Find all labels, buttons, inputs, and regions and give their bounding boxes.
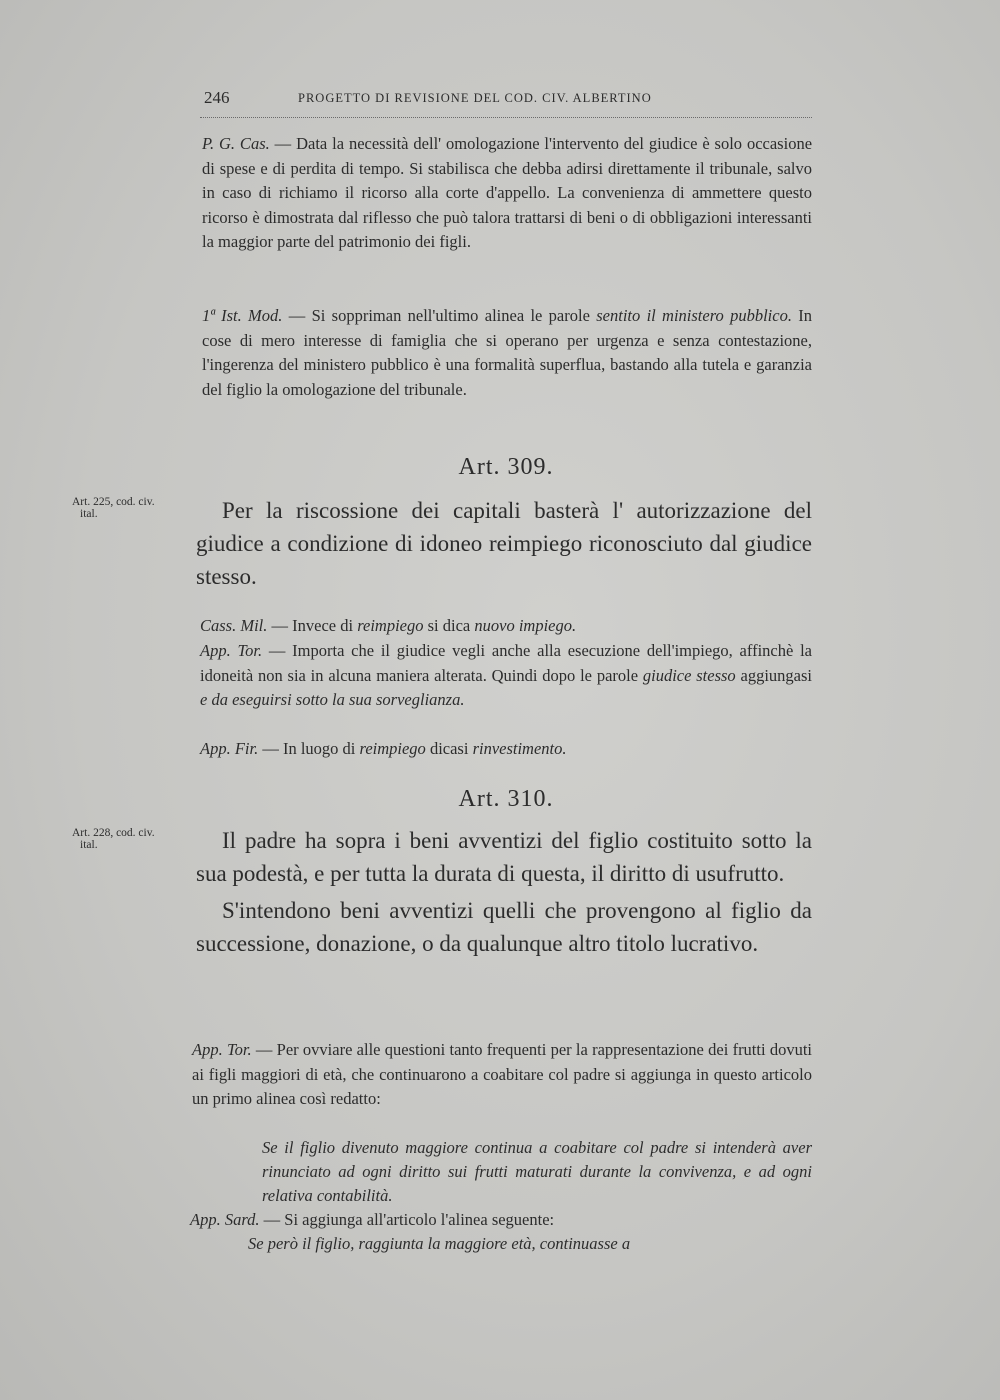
note-text: — Invece di (271, 616, 354, 635)
page-header (200, 88, 812, 110)
note-text: In cose di mero interesse di famiglia che si operano per urgenza e senza contestazione, l'ingerenza del ministero pubblico è una formalità superflua, bastando alla tutela e garanzia del figlio la omologazione del tribunale. (202, 306, 813, 399)
note-text: — Si soppriman nell'ultimo alinea le parole (288, 306, 590, 325)
note-italic: reimpiego (359, 739, 426, 758)
note-italic: sentito il ministero pubblico. (596, 306, 792, 325)
note-app-tor-310 (192, 1038, 812, 1112)
margin-ref-line: Art. 228, cod. civ. (72, 827, 155, 839)
article-paragraph: Per la riscossione dei capitali basterà l' autorizzazione del giudice a condizione di idoneo reimpiego riconosciuto dal giudice stesso. (196, 498, 812, 589)
note-pg-cas (202, 132, 812, 255)
page-number: 246 (204, 88, 230, 107)
article-body-309 (196, 494, 812, 593)
margin-ref-line: Art. 225, cod. civ. (72, 496, 155, 508)
note-app-sard (190, 1208, 812, 1233)
note-source: App. Tor. (200, 641, 263, 660)
note-cass-mil (200, 614, 812, 639)
margin-ref-line: ital. (80, 508, 98, 520)
article-title-309: Art. 309. (458, 454, 554, 480)
margin-reference-309 (72, 496, 192, 520)
margin-ref-line: ital. (80, 839, 98, 851)
note-text: — Importa che il giudice vegli anche alla esecuzione dell'impiego, affinchè la idoneità non sia in alcuna maniera alterata. Quindi dopo le parole (200, 641, 812, 685)
header-rule (200, 117, 812, 118)
proposed-alinea-quote-sard: Se però il figlio, raggiunta la maggiore età, continuasse a (248, 1234, 631, 1253)
note-italic: e da eseguirsi sotto la sua sorveglianza. (200, 690, 465, 709)
note-text: — Si aggiunga all'articolo l'alinea seguente: (263, 1210, 555, 1229)
note-italic: rinvestimento. (472, 739, 567, 758)
note-text: aggiungasi (740, 665, 813, 685)
note-ist-mod (202, 304, 812, 402)
note-source: Cass. Mil. (200, 616, 268, 635)
note-text: — Data la necessità dell' omologazione l'intervento del giudice è solo occasione di spese e di perdita di tempo. Si stabilisca che debba adirsi direttamente il tribunale, salvo in caso di richiamo il ricorso alla corte d'appello. La convenienza di ammettere questo ricorso è dimostrata dal riflesso che può talora trattarsi di beni o di obbligazioni interessanti la maggior parte del patrimonio dei figli. (202, 134, 813, 251)
running-head: PROGETTO DI REVISIONE DEL COD. CIV. ALBERTINO (298, 91, 652, 105)
note-app-fir (200, 737, 812, 762)
article-body-310 (196, 824, 812, 960)
note-source: App. Tor. (192, 1040, 252, 1059)
note-text: — Per ovviare alle questioni tanto frequenti per la rappresentazione dei frutti dovuti ai figli maggiori di età, che continuarono a coabitare col padre si aggiunga in questo articolo un primo alinea così redatto: (192, 1040, 812, 1108)
article-paragraph: S'intendono beni avventizi quelli che provengono al figlio da successione, donazione, o da qualunque altro titolo lucrativo. (196, 898, 812, 956)
proposed-alinea-quote: Se il figlio divenuto maggiore continua a coabitare col padre si intenderà aver rinunciato ad ogni diritto sui frutti maturati durante la convivenza, e ad ogni relativa contabilità. (262, 1138, 812, 1205)
note-italic: reimpiego (357, 616, 424, 635)
note-italic: giudice stesso (642, 665, 736, 685)
note-source: 1ª Ist. Mod. (202, 306, 283, 325)
article-paragraph: Il padre ha sopra i beni avventizi del figlio costituito sotto la sua podestà, e per tutta la durata di questa, il diritto di usufrutto. (196, 828, 812, 886)
note-text: dicasi (429, 739, 469, 758)
article-title-310: Art. 310. (458, 786, 554, 812)
note-italic: nuovo impiego. (474, 616, 577, 635)
note-source: App. Sard. (190, 1210, 260, 1229)
note-source: App. Fir. (200, 739, 259, 758)
note-text: — In luogo di (262, 739, 356, 758)
margin-reference-310 (72, 827, 192, 851)
note-text: si dica (427, 616, 471, 635)
note-app-tor-309 (200, 639, 812, 713)
note-source: P. G. Cas. (202, 134, 270, 153)
